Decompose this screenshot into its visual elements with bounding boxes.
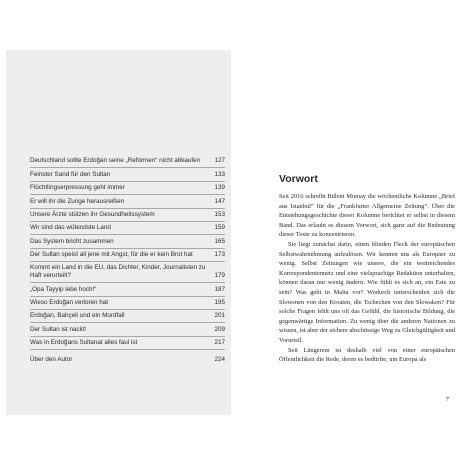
toc-entry[interactable] <box>30 222 225 235</box>
toc-entry-page: 147 <box>214 197 225 205</box>
foreword-paragraph: Seit Längerem ist deshalb viel von einer europäischen Öffentlichkeit die Rede, deren es bedürfte, um Europa als <box>279 346 455 364</box>
foreword-heading: Vorwort <box>279 173 318 185</box>
foreword-body <box>279 192 455 365</box>
toc-entry[interactable] <box>30 195 225 208</box>
toc-entry-title: Unsere Ärzte stützen ihr Gesundheitssystem <box>30 210 155 218</box>
toc-entry[interactable] <box>30 337 225 350</box>
toc-entry-page: 165 <box>214 237 225 245</box>
toc-entry-title: Er will ihr die Zunge herausreißen <box>30 197 125 205</box>
toc-entry-page: 187 <box>214 285 225 293</box>
toc-entry-page: 133 <box>214 170 225 178</box>
toc-entry-page: 127 <box>214 157 225 165</box>
toc-entry[interactable] <box>30 283 225 296</box>
table-of-contents <box>30 155 225 366</box>
toc-entry-page: 201 <box>214 312 225 320</box>
toc-entry[interactable] <box>30 168 225 181</box>
toc-entry-title: „Opa Tayyip lebe hoch!“ <box>30 285 97 293</box>
toc-entry-title: Erdoğan, Bahçeli und ein Mordfall <box>30 312 125 320</box>
toc-entry-title: Über den Autor <box>30 356 73 364</box>
toc-entry-page: 217 <box>214 339 225 347</box>
toc-entry[interactable] <box>30 323 225 336</box>
page-number: 7 <box>445 396 449 403</box>
toc-entry-page: 139 <box>214 184 225 192</box>
toc-entry-page: 179 <box>214 272 225 280</box>
toc-entry[interactable] <box>30 155 225 168</box>
toc-entry-title: Wir sind das wütendste Land <box>30 224 111 232</box>
toc-author-entry[interactable] <box>30 350 225 366</box>
toc-entry[interactable] <box>30 235 225 248</box>
toc-entry[interactable] <box>30 249 225 262</box>
toc-entry[interactable] <box>30 297 225 310</box>
toc-entry-title: Was in Erdoğans Sultanat alles faul ist <box>30 339 138 347</box>
toc-entry-title: Wieso Erdoğan verloren hat <box>30 298 109 306</box>
toc-entry[interactable] <box>30 262 225 283</box>
toc-entry-title: Kommt ein Land in die EU, das Dichter, Kinder, Journalisten zu Haft verurteilt? <box>30 264 206 280</box>
toc-entry-title: Das System bricht zusammen <box>30 237 114 245</box>
toc-entry-page: 195 <box>214 298 225 306</box>
toc-entry-page: 209 <box>214 325 225 333</box>
toc-entry-page: 173 <box>214 251 225 259</box>
toc-entry-title: Deutschland sollte Erdoğan seine „Reformen“ nicht abkaufen <box>30 157 201 165</box>
toc-entry-title: Flüchtlingserpressung geht immer <box>30 184 125 192</box>
toc-entry[interactable] <box>30 209 225 222</box>
toc-entry-page: 153 <box>214 210 225 218</box>
right-page <box>249 50 455 415</box>
toc-entry-page: 159 <box>214 224 225 232</box>
toc-entry[interactable] <box>30 310 225 323</box>
toc-entry-title: Der Sultan speist all jene mit Angst, für die er kein Brot hat <box>30 251 193 259</box>
foreword-paragraph: Seit 2016 schreibt Bülent Mumay die wöchentliche Kolumne „Brief aus Istanbul“ für die „Frankfurter Allgemeine Zeitung“. Über die Entstehungsgeschichte dieser Kolumne berichtet er selbst in diesem Band. Das erlaubt es diesem Vorwort, sich ganz auf die Bedeutung dieser Texte zu konzentrieren. <box>279 193 455 239</box>
foreword-paragraph: Sie liegt zunächst darin, einen blinden Fleck der europäischen Selbstwahrnehmung aufzulösen. Wir kennen uns als Europäer zu wenig. Selbst Zeitungen wie unsere, die ein weitreichendes Korrespondentennetz und eine vielsprachige Redaktion unterhalten, können daran nur wenig ändern. Wie fühlt es sich an, ein Este zu sein? Was geht in Malta vor? Wodurch unterscheiden sich die Slowenen von den Kroaten, die Tschechen von den Slowaken? Für solche Fragen fehlt uns oft das Gefühl, die historische Bildung, die gegenwärtige Information. Zu wenig über die anderen Nationen zu wissen, ist aber der sichere abschüssige Weg zu Gleichgültigkeit und Vorurteil. <box>279 240 455 344</box>
toc-entry[interactable] <box>30 182 225 195</box>
toc-entry-title: Feinster Sand für den Sultan <box>30 170 111 178</box>
toc-entry-page: 224 <box>214 356 225 364</box>
toc-entry-title: Der Sultan ist nackt! <box>30 325 87 333</box>
